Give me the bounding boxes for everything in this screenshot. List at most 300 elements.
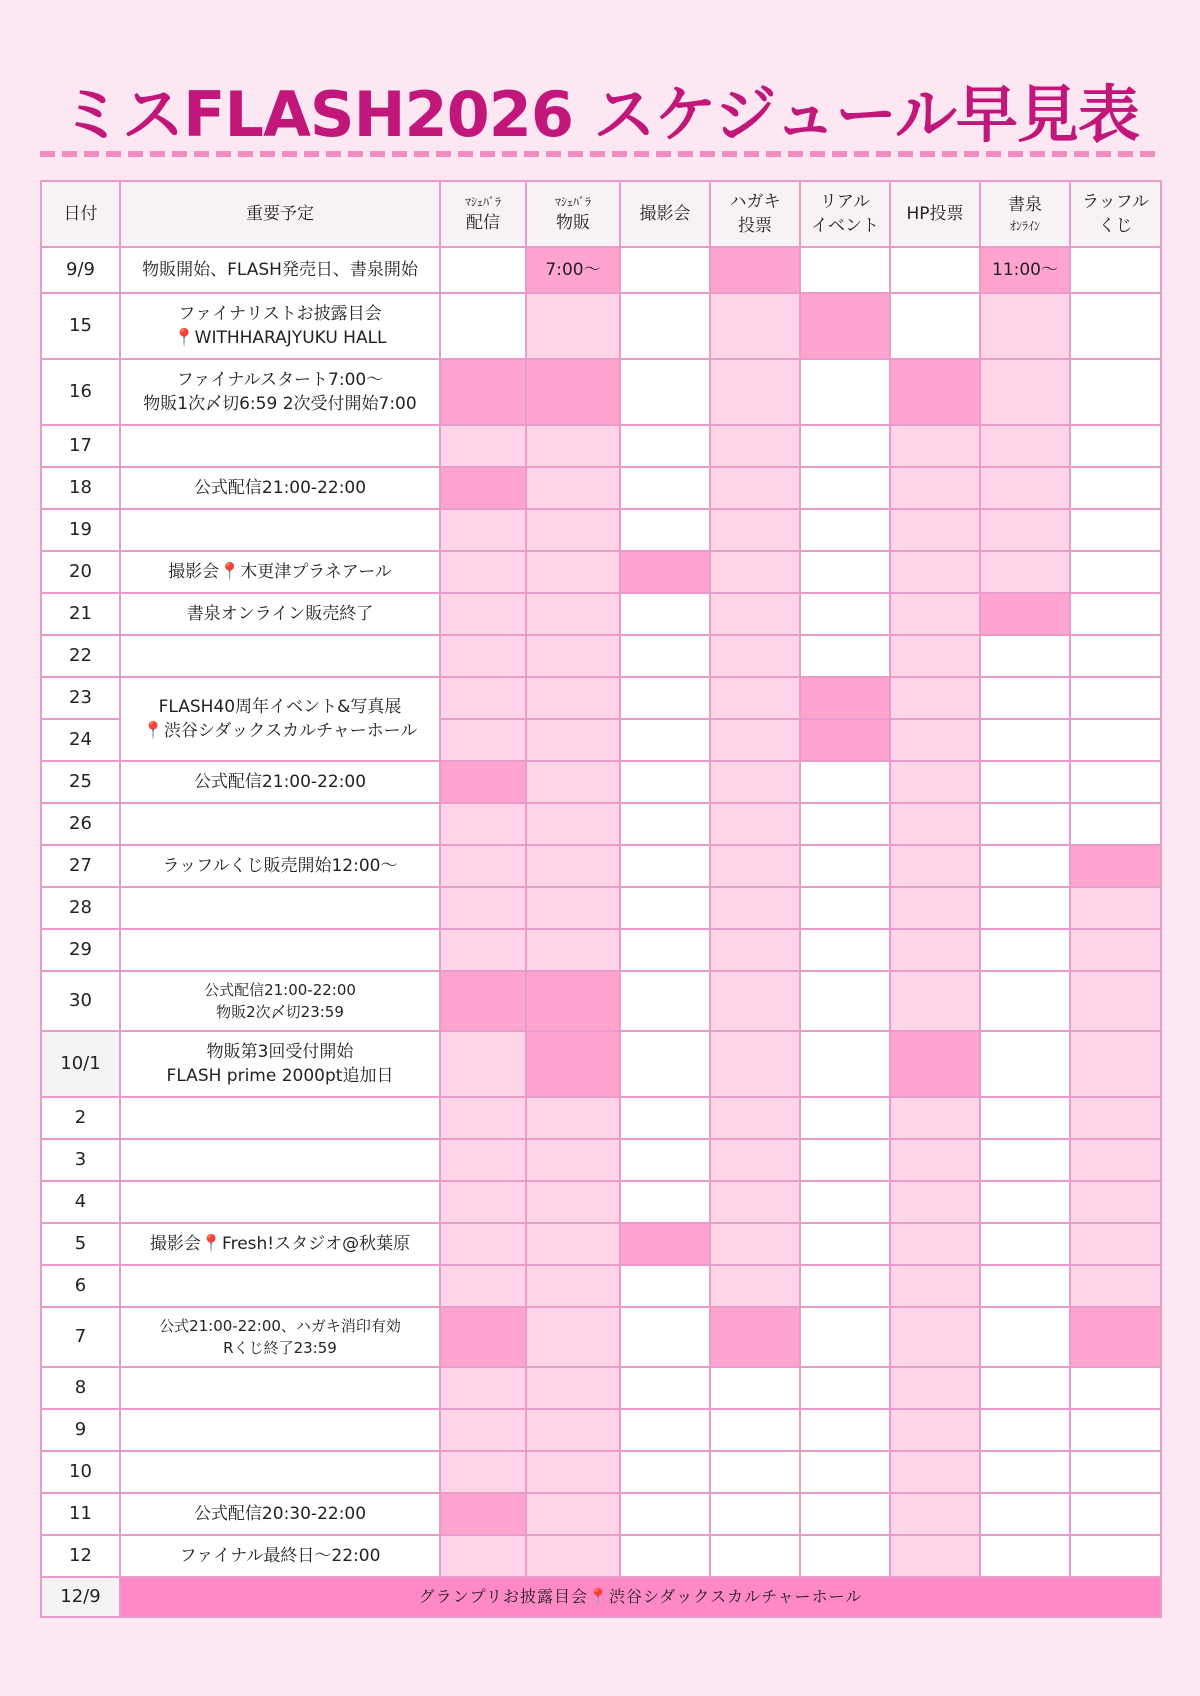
status-cell-shosen-online bbox=[980, 929, 1070, 971]
status-cell-shosen-online bbox=[980, 677, 1070, 719]
status-cell-shosen-online bbox=[980, 1181, 1070, 1223]
col-header-postcard-vote: ハガキ 投票 bbox=[710, 181, 800, 247]
status-cell-photo-session bbox=[620, 1409, 710, 1451]
status-cell-merch bbox=[526, 1223, 620, 1265]
date-cell: 26 bbox=[41, 803, 120, 845]
date-cell: 30 bbox=[41, 971, 120, 1031]
status-cell-raffle bbox=[1070, 1451, 1161, 1493]
status-cell-real-event bbox=[800, 1181, 890, 1223]
date-cell: 12/9 bbox=[41, 1577, 120, 1617]
status-cell-shosen-online bbox=[980, 887, 1070, 929]
table-row bbox=[41, 1139, 1161, 1181]
status-cell-merch bbox=[526, 1097, 620, 1139]
event-cell bbox=[120, 1139, 440, 1181]
status-cell-real-event bbox=[800, 719, 890, 761]
status-cell-raffle bbox=[1070, 551, 1161, 593]
status-cell-raffle bbox=[1070, 1493, 1161, 1535]
status-cell-shosen-online bbox=[980, 761, 1070, 803]
date-cell: 10 bbox=[41, 1451, 120, 1493]
status-cell-shosen-online bbox=[980, 551, 1070, 593]
status-cell-photo-session bbox=[620, 929, 710, 971]
status-cell-real-event bbox=[800, 929, 890, 971]
status-cell-photo-session bbox=[620, 359, 710, 425]
event-text: 公式配信21:00-22:00 bbox=[193, 478, 367, 498]
status-cell-merch bbox=[526, 1139, 620, 1181]
col-header-shosen-online: 書泉 ｵﾝﾗｲﾝ bbox=[980, 181, 1070, 247]
status-cell-merch bbox=[526, 971, 620, 1031]
status-cell-stream bbox=[440, 1031, 526, 1097]
date-cell: 6 bbox=[41, 1265, 120, 1307]
date-cell: 17 bbox=[41, 425, 120, 467]
status-cell-real-event bbox=[800, 1097, 890, 1139]
event-text: 物販開始、FLASH発売日、書泉開始 bbox=[142, 260, 418, 280]
event-text: 書泉オンライン販売終了 bbox=[186, 604, 374, 624]
status-cell-real-event bbox=[800, 467, 890, 509]
date-cell: 8 bbox=[41, 1367, 120, 1409]
table-row bbox=[41, 1409, 1161, 1451]
status-cell-real-event bbox=[800, 359, 890, 425]
status-cell-photo-session bbox=[620, 1139, 710, 1181]
col-header-real-event: リアル イベント bbox=[800, 181, 890, 247]
event-cell bbox=[120, 551, 440, 593]
status-cell-hp-vote bbox=[890, 1409, 980, 1451]
status-cell-merch bbox=[526, 1367, 620, 1409]
status-cell-hp-vote bbox=[890, 1181, 980, 1223]
event-cell bbox=[120, 1409, 440, 1451]
grand-prix-banner: グランプリお披露目会📍渋谷シダックスカルチャーホール bbox=[120, 1577, 1161, 1617]
status-cell-stream bbox=[440, 1535, 526, 1577]
status-cell-shosen-online bbox=[980, 425, 1070, 467]
status-cell-postcard-vote bbox=[710, 677, 800, 719]
table-row bbox=[41, 803, 1161, 845]
status-cell-real-event bbox=[800, 1367, 890, 1409]
status-cell-hp-vote bbox=[890, 1097, 980, 1139]
event-cell bbox=[120, 293, 440, 359]
date-cell: 27 bbox=[41, 845, 120, 887]
status-cell-hp-vote bbox=[890, 1223, 980, 1265]
date-cell: 15 bbox=[41, 293, 120, 359]
status-cell-merch bbox=[526, 1493, 620, 1535]
status-cell-stream bbox=[440, 1307, 526, 1367]
status-cell-real-event bbox=[800, 845, 890, 887]
table-row bbox=[41, 467, 1161, 509]
table-row bbox=[41, 1451, 1161, 1493]
status-cell-postcard-vote bbox=[710, 509, 800, 551]
status-cell-postcard-vote bbox=[710, 635, 800, 677]
status-cell-postcard-vote bbox=[710, 971, 800, 1031]
status-cell-hp-vote bbox=[890, 887, 980, 929]
event-cell bbox=[120, 677, 440, 761]
table-row bbox=[41, 1535, 1161, 1577]
status-cell-real-event bbox=[800, 593, 890, 635]
event-cell bbox=[120, 425, 440, 467]
status-cell-stream bbox=[440, 1367, 526, 1409]
status-cell-hp-vote bbox=[890, 1367, 980, 1409]
table-row bbox=[41, 635, 1161, 677]
event-cell bbox=[120, 1367, 440, 1409]
status-cell-shosen-online bbox=[980, 1451, 1070, 1493]
status-cell-shosen-online bbox=[980, 1409, 1070, 1451]
status-cell-hp-vote bbox=[890, 635, 980, 677]
status-cell-stream bbox=[440, 803, 526, 845]
status-cell-photo-session bbox=[620, 761, 710, 803]
status-cell-photo-session bbox=[620, 803, 710, 845]
status-cell-raffle bbox=[1070, 677, 1161, 719]
status-cell-shosen-online bbox=[980, 1493, 1070, 1535]
date-cell: 11 bbox=[41, 1493, 120, 1535]
status-cell-raffle bbox=[1070, 1223, 1161, 1265]
event-text: 公式配信20:30-22:00 bbox=[193, 1504, 367, 1524]
date-cell: 19 bbox=[41, 509, 120, 551]
status-cell-merch bbox=[526, 845, 620, 887]
table-row bbox=[41, 1031, 1161, 1097]
status-cell-merch bbox=[526, 551, 620, 593]
status-cell-photo-session bbox=[620, 509, 710, 551]
event-text: FLASH40周年イベント&写真展 bbox=[158, 697, 402, 717]
status-cell-raffle bbox=[1070, 1097, 1161, 1139]
date-cell: 7 bbox=[41, 1307, 120, 1367]
table-row bbox=[41, 761, 1161, 803]
event-cell bbox=[120, 845, 440, 887]
status-cell-hp-vote bbox=[890, 971, 980, 1031]
status-cell-stream bbox=[440, 1181, 526, 1223]
status-cell-merch bbox=[526, 803, 620, 845]
status-cell-shosen-online bbox=[980, 1367, 1070, 1409]
status-cell-raffle bbox=[1070, 293, 1161, 359]
status-cell-hp-vote bbox=[890, 509, 980, 551]
event-text: 公式21:00-22:00、ハガキ消印有効 bbox=[159, 1317, 401, 1335]
status-cell-postcard-vote bbox=[710, 425, 800, 467]
event-cell bbox=[120, 509, 440, 551]
status-cell-photo-session bbox=[620, 1493, 710, 1535]
status-cell-merch bbox=[526, 761, 620, 803]
status-cell-hp-vote bbox=[890, 1307, 980, 1367]
status-cell-postcard-vote bbox=[710, 1181, 800, 1223]
status-cell-stream bbox=[440, 359, 526, 425]
status-cell-hp-vote bbox=[890, 845, 980, 887]
status-cell-photo-session bbox=[620, 247, 710, 293]
status-cell-photo-session bbox=[620, 1181, 710, 1223]
event-text: ファイナル最終日〜22:00 bbox=[179, 1546, 381, 1566]
status-cell-stream bbox=[440, 1265, 526, 1307]
status-cell-raffle bbox=[1070, 1031, 1161, 1097]
status-cell-hp-vote bbox=[890, 1139, 980, 1181]
status-cell-real-event bbox=[800, 1031, 890, 1097]
status-cell-stream bbox=[440, 1409, 526, 1451]
table-row bbox=[41, 1493, 1161, 1535]
status-cell-raffle bbox=[1070, 593, 1161, 635]
status-cell-real-event bbox=[800, 1265, 890, 1307]
status-cell-real-event bbox=[800, 761, 890, 803]
status-cell-shosen-online bbox=[980, 467, 1070, 509]
status-cell-postcard-vote bbox=[710, 1493, 800, 1535]
status-cell-real-event bbox=[800, 551, 890, 593]
status-cell-raffle bbox=[1070, 971, 1161, 1031]
status-cell-real-event bbox=[800, 293, 890, 359]
status-cell-merch bbox=[526, 635, 620, 677]
status-cell-raffle bbox=[1070, 635, 1161, 677]
status-cell-postcard-vote bbox=[710, 803, 800, 845]
status-cell-real-event bbox=[800, 887, 890, 929]
page-title: ミスFLASH2026 スケジュール早見表 bbox=[61, 78, 1139, 151]
table-row bbox=[41, 1265, 1161, 1307]
event-text: ラッフルくじ販売開始12:00〜 bbox=[162, 856, 398, 876]
status-cell-postcard-vote bbox=[710, 1409, 800, 1451]
date-cell: 9 bbox=[41, 1409, 120, 1451]
status-cell-photo-session bbox=[620, 971, 710, 1031]
date-cell: 25 bbox=[41, 761, 120, 803]
status-cell-shosen-online bbox=[980, 359, 1070, 425]
status-cell-stream bbox=[440, 845, 526, 887]
status-cell-merch bbox=[526, 1031, 620, 1097]
status-cell-hp-vote bbox=[890, 425, 980, 467]
status-cell-real-event bbox=[800, 971, 890, 1031]
status-cell-postcard-vote bbox=[710, 1139, 800, 1181]
status-cell-stream bbox=[440, 1139, 526, 1181]
event-text: 公式配信21:00-22:00 bbox=[204, 981, 356, 999]
table-row bbox=[41, 593, 1161, 635]
table-row bbox=[41, 293, 1161, 359]
status-cell-stream bbox=[440, 593, 526, 635]
status-cell-photo-session bbox=[620, 719, 710, 761]
table-row bbox=[41, 1181, 1161, 1223]
status-cell-postcard-vote bbox=[710, 1031, 800, 1097]
status-cell-shosen-online bbox=[980, 803, 1070, 845]
status-cell-postcard-vote bbox=[710, 1223, 800, 1265]
event-text: 物販1次〆切6:59 2次受付開始7:00 bbox=[143, 394, 417, 414]
date-cell: 21 bbox=[41, 593, 120, 635]
event-cell bbox=[120, 1451, 440, 1493]
status-cell-merch bbox=[526, 293, 620, 359]
status-cell-photo-session bbox=[620, 1223, 710, 1265]
status-cell-photo-session bbox=[620, 887, 710, 929]
status-cell-hp-vote bbox=[890, 551, 980, 593]
status-cell-photo-session bbox=[620, 1367, 710, 1409]
event-cell bbox=[120, 467, 440, 509]
col-header-photo-session: 撮影会 bbox=[620, 181, 710, 247]
status-cell-raffle bbox=[1070, 247, 1161, 293]
status-cell-shosen-online bbox=[980, 1097, 1070, 1139]
status-cell-raffle bbox=[1070, 425, 1161, 467]
status-cell-postcard-vote bbox=[710, 719, 800, 761]
status-cell-stream bbox=[440, 929, 526, 971]
status-cell-raffle bbox=[1070, 1367, 1161, 1409]
status-cell-stream bbox=[440, 971, 526, 1031]
date-cell: 2 bbox=[41, 1097, 120, 1139]
date-cell: 20 bbox=[41, 551, 120, 593]
status-cell-raffle bbox=[1070, 929, 1161, 971]
col-header-date: 日付 bbox=[41, 181, 120, 247]
event-cell bbox=[120, 1307, 440, 1367]
col-header-stream: ﾏｼｪﾊﾞﾗ 配信 bbox=[440, 181, 526, 247]
event-cell bbox=[120, 1223, 440, 1265]
col-header-event: 重要予定 bbox=[120, 181, 440, 247]
status-cell-postcard-vote bbox=[710, 845, 800, 887]
table-row bbox=[41, 971, 1161, 1031]
event-text: 撮影会📍Fresh!スタジオ@秋葉原 bbox=[149, 1234, 411, 1254]
status-cell-hp-vote bbox=[890, 677, 980, 719]
status-cell-shosen-online bbox=[980, 635, 1070, 677]
status-cell-shosen-online bbox=[980, 719, 1070, 761]
status-cell-postcard-vote bbox=[710, 293, 800, 359]
status-cell-hp-vote bbox=[890, 1265, 980, 1307]
status-cell-photo-session bbox=[620, 1097, 710, 1139]
status-cell-photo-session bbox=[620, 551, 710, 593]
table-row bbox=[41, 1097, 1161, 1139]
status-cell-photo-session bbox=[620, 1307, 710, 1367]
status-cell-shosen-online bbox=[980, 971, 1070, 1031]
status-cell-merch bbox=[526, 1307, 620, 1367]
status-cell-merch bbox=[526, 1451, 620, 1493]
status-cell-stream bbox=[440, 293, 526, 359]
status-cell-photo-session bbox=[620, 467, 710, 509]
status-cell-shosen-online bbox=[980, 509, 1070, 551]
status-cell-stream bbox=[440, 719, 526, 761]
event-cell bbox=[120, 359, 440, 425]
date-cell: 10/1 bbox=[41, 1031, 120, 1097]
status-cell-stream bbox=[440, 761, 526, 803]
status-cell-raffle bbox=[1070, 359, 1161, 425]
status-cell-raffle bbox=[1070, 887, 1161, 929]
status-cell-raffle bbox=[1070, 719, 1161, 761]
status-cell-postcard-vote bbox=[710, 1451, 800, 1493]
status-cell-stream bbox=[440, 677, 526, 719]
status-cell-photo-session bbox=[620, 425, 710, 467]
col-header-raffle: ラッフル くじ bbox=[1070, 181, 1161, 247]
date-cell: 23 bbox=[41, 677, 120, 719]
date-cell: 18 bbox=[41, 467, 120, 509]
table-row bbox=[41, 509, 1161, 551]
status-cell-photo-session bbox=[620, 845, 710, 887]
status-cell-shosen-online bbox=[980, 1535, 1070, 1577]
table-row bbox=[41, 1223, 1161, 1265]
status-cell-shosen-online bbox=[980, 1223, 1070, 1265]
status-cell-shosen-online bbox=[980, 593, 1070, 635]
status-cell-photo-session bbox=[620, 1031, 710, 1097]
status-cell-postcard-vote bbox=[710, 359, 800, 425]
status-cell-real-event bbox=[800, 247, 890, 293]
status-cell-real-event bbox=[800, 1493, 890, 1535]
status-cell-stream bbox=[440, 467, 526, 509]
status-cell-stream bbox=[440, 425, 526, 467]
status-cell-photo-session bbox=[620, 293, 710, 359]
event-text: Rくじ終了23:59 bbox=[223, 1339, 337, 1357]
event-text: FLASH prime 2000pt追加日 bbox=[166, 1066, 394, 1086]
status-cell-real-event bbox=[800, 1409, 890, 1451]
status-cell-postcard-vote bbox=[710, 593, 800, 635]
event-cell bbox=[120, 1493, 440, 1535]
event-text: 📍WITHHARAJYUKU HALL bbox=[173, 328, 387, 348]
date-cell: 22 bbox=[41, 635, 120, 677]
status-cell-real-event bbox=[800, 635, 890, 677]
status-cell-real-event bbox=[800, 425, 890, 467]
header-row bbox=[41, 181, 1161, 247]
status-cell-stream bbox=[440, 887, 526, 929]
status-cell-hp-vote bbox=[890, 1451, 980, 1493]
status-cell-merch bbox=[526, 887, 620, 929]
status-cell-merch bbox=[526, 677, 620, 719]
table-row bbox=[41, 1307, 1161, 1367]
status-cell-hp-vote bbox=[890, 1031, 980, 1097]
status-cell-real-event bbox=[800, 1451, 890, 1493]
status-cell-shosen-online bbox=[980, 1307, 1070, 1367]
status-cell-merch bbox=[526, 359, 620, 425]
status-cell-real-event bbox=[800, 1139, 890, 1181]
status-cell-raffle bbox=[1070, 467, 1161, 509]
event-text: 📍渋谷シダックスカルチャーホール bbox=[142, 721, 418, 741]
table-row bbox=[41, 887, 1161, 929]
status-cell-merch: 7:00〜 bbox=[526, 247, 620, 293]
date-cell: 28 bbox=[41, 887, 120, 929]
table-row bbox=[41, 845, 1161, 887]
event-text: 物販2次〆切23:59 bbox=[216, 1003, 344, 1021]
event-cell bbox=[120, 929, 440, 971]
status-cell-merch bbox=[526, 719, 620, 761]
status-cell-raffle bbox=[1070, 1139, 1161, 1181]
event-text: 物販第3回受付開始 bbox=[206, 1042, 354, 1062]
table-row bbox=[41, 247, 1161, 293]
date-cell: 12 bbox=[41, 1535, 120, 1577]
date-cell: 5 bbox=[41, 1223, 120, 1265]
status-cell-stream bbox=[440, 635, 526, 677]
status-cell-photo-session bbox=[620, 1265, 710, 1307]
status-cell-postcard-vote bbox=[710, 467, 800, 509]
status-cell-shosen-online bbox=[980, 1265, 1070, 1307]
status-cell-stream bbox=[440, 509, 526, 551]
status-cell-stream bbox=[440, 247, 526, 293]
table-row bbox=[41, 551, 1161, 593]
status-cell-postcard-vote bbox=[710, 887, 800, 929]
event-cell bbox=[120, 761, 440, 803]
status-cell-hp-vote bbox=[890, 1493, 980, 1535]
table-row bbox=[41, 677, 1161, 719]
col-header-merch: ﾏｼｪﾊﾞﾗ 物販 bbox=[526, 181, 620, 247]
status-cell-stream bbox=[440, 1223, 526, 1265]
status-cell-postcard-vote bbox=[710, 1367, 800, 1409]
status-cell-raffle bbox=[1070, 1409, 1161, 1451]
table-row bbox=[41, 425, 1161, 467]
status-cell-hp-vote bbox=[890, 929, 980, 971]
table-row bbox=[41, 929, 1161, 971]
status-cell-merch bbox=[526, 1535, 620, 1577]
date-cell: 4 bbox=[41, 1181, 120, 1223]
status-cell-postcard-vote bbox=[710, 551, 800, 593]
status-cell-postcard-vote bbox=[710, 1307, 800, 1367]
status-cell-merch bbox=[526, 509, 620, 551]
event-text: ファイナルスタート7:00〜 bbox=[176, 370, 384, 390]
event-text: 撮影会📍木更津プラネアール bbox=[168, 562, 392, 582]
status-cell-hp-vote bbox=[890, 467, 980, 509]
status-cell-hp-vote bbox=[890, 719, 980, 761]
status-cell-postcard-vote bbox=[710, 929, 800, 971]
status-cell-hp-vote bbox=[890, 761, 980, 803]
status-cell-photo-session bbox=[620, 635, 710, 677]
status-cell-hp-vote bbox=[890, 593, 980, 635]
final-row bbox=[41, 1577, 1161, 1617]
col-header-hp-vote: HP投票 bbox=[890, 181, 980, 247]
table-row bbox=[41, 359, 1161, 425]
status-cell-postcard-vote bbox=[710, 1265, 800, 1307]
event-cell bbox=[120, 1181, 440, 1223]
event-cell bbox=[120, 1265, 440, 1307]
status-cell-photo-session bbox=[620, 677, 710, 719]
date-cell: 16 bbox=[41, 359, 120, 425]
event-cell bbox=[120, 1031, 440, 1097]
status-cell-shosen-online: 11:00〜 bbox=[980, 247, 1070, 293]
status-cell-postcard-vote bbox=[710, 1097, 800, 1139]
event-cell bbox=[120, 247, 440, 293]
event-cell bbox=[120, 971, 440, 1031]
